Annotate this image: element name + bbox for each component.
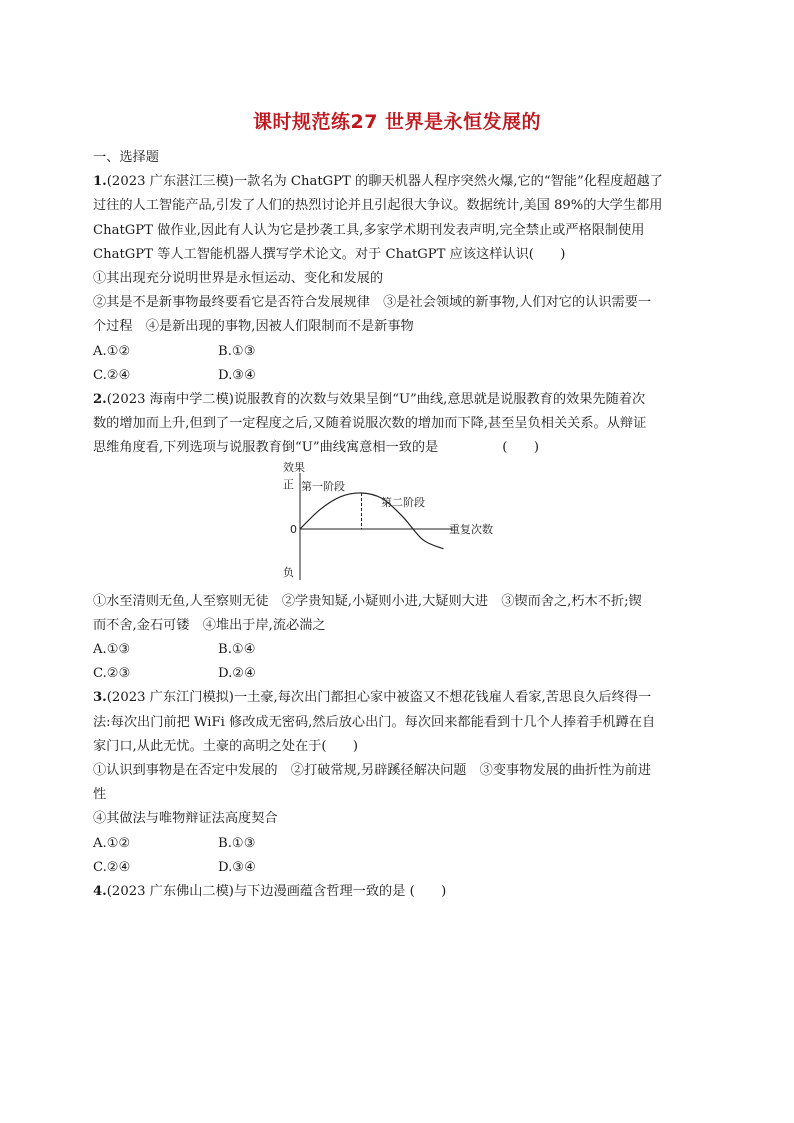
statement: ①水至清则无鱼,人至察则无徒 ②学贵知疑,小疑则小进,大疑则大进 ③锲而舍之,朽木不折;锲 (93, 593, 642, 609)
statement: ②其是不是新事物最终要看它是否符合发展规律 ③是社会领域的新事物,人们对它的认识需要一 (93, 295, 652, 311)
question-text: 思维角度看,下列选项与说服教育倒“U”曲线寓意相一致的是 (93, 440, 439, 456)
option-d[interactable]: D.③④ (218, 859, 256, 875)
question-text: 家门口,从此无忧。土豪的高明之处在于( ) (93, 738, 359, 754)
option-d[interactable]: D.②④ (218, 666, 256, 682)
question-text: (2023 广东江门模拟)一土豪,每次出门都担心家中被盗又不想花钱雇人看家,苦思良久后终得一 (106, 690, 652, 706)
question-number: 1. (93, 174, 107, 190)
option-a[interactable]: A.①② (93, 343, 131, 359)
question-text: ChatGPT 做作业,因此有人认为它是抄袭工具,多家学术期刊发表声明,完全禁止或严格限制使用 (93, 222, 645, 238)
question-1 (93, 170, 705, 388)
stage-label-2: 第二阶段 (381, 495, 425, 509)
statement: 性 (93, 787, 107, 803)
option-b[interactable]: B.①③ (218, 343, 256, 359)
stage-label-1: 第一阶段 (301, 479, 345, 493)
y-top-label: 正 (283, 477, 294, 491)
inverted-u-chart (93, 461, 705, 590)
option-c[interactable]: C.②③ (93, 666, 131, 682)
statement: ①其出现充分说明世界是永恒运动、变化和发展的 (93, 271, 384, 287)
question-4 (93, 880, 705, 904)
statement: ④其做法与唯物辩证法高度契合 (93, 811, 278, 827)
question-text: 过往的人工智能产品,引发了人们的热烈讨论并且引起很大争议。数据统计,美国 89%的大学生都用 (93, 198, 663, 214)
statement: ①认识到事物是在否定中发展的 ②打破常规,另辟蹊径解决问题 ③变事物发展的曲折性为前进 (93, 763, 652, 779)
section-heading: 一、选择题 (93, 150, 159, 165)
x-axis-label: 重复次数 (449, 522, 493, 536)
question-number: 2. (93, 392, 107, 408)
origin-label: 0 (290, 522, 297, 536)
question-number: 4. (93, 884, 107, 900)
question-3 (93, 686, 705, 880)
question-text: 法:每次出门前把 WiFi 修改成无密码,然后放心出门。每次回来都能看到十几个人捧着手机蹲在自 (93, 714, 656, 730)
page-title: 课时规范练27 世界是永恒发展的 (252, 111, 542, 133)
document-body (93, 146, 705, 904)
answer-bracket: ( ) (502, 440, 539, 456)
question-text: (2023 广东湛江三模)一款名为 ChatGPT 的聊天机器人程序突然火爆,它的“智能”化程度超越了 (106, 174, 663, 190)
y-bottom-label: 负 (283, 565, 294, 579)
option-d[interactable]: D.③④ (218, 367, 256, 383)
question-number: 3. (93, 690, 107, 706)
option-b[interactable]: B.①④ (218, 642, 256, 658)
question-text: 数的增加而上升,但到了一定程度之后,又随着说服次数的增加而下降,甚至呈负相关关系。从辩证 (93, 416, 647, 432)
chart-svg (263, 461, 523, 590)
option-c[interactable]: C.②④ (93, 367, 131, 383)
option-b[interactable]: B.①③ (218, 835, 256, 851)
question-text: (2023 广东佛山二模)与下边漫画蕴含哲理一致的是 ( ) (106, 884, 447, 900)
statement: 而不舍,金石可镂 ④堆出于岸,流必湍之 (93, 617, 326, 633)
question-text: ChatGPT 等人工智能机器人撰写学术论文。对于 ChatGPT 应该这样认识( ) (93, 246, 566, 262)
option-c[interactable]: C.②④ (93, 859, 131, 875)
option-a[interactable]: A.①② (93, 835, 131, 851)
question-text: (2023 海南中学二模)说服教育的次数与效果呈倒“U”曲线,意思就是说服教育的效果先随着次 (106, 392, 646, 408)
y-axis-label: 效果 (283, 460, 305, 474)
question-2 (93, 388, 705, 686)
statement: 个过程 ④是新出现的事物,因被人们限制而不是新事物 (93, 319, 414, 335)
option-a[interactable]: A.①③ (93, 642, 131, 658)
